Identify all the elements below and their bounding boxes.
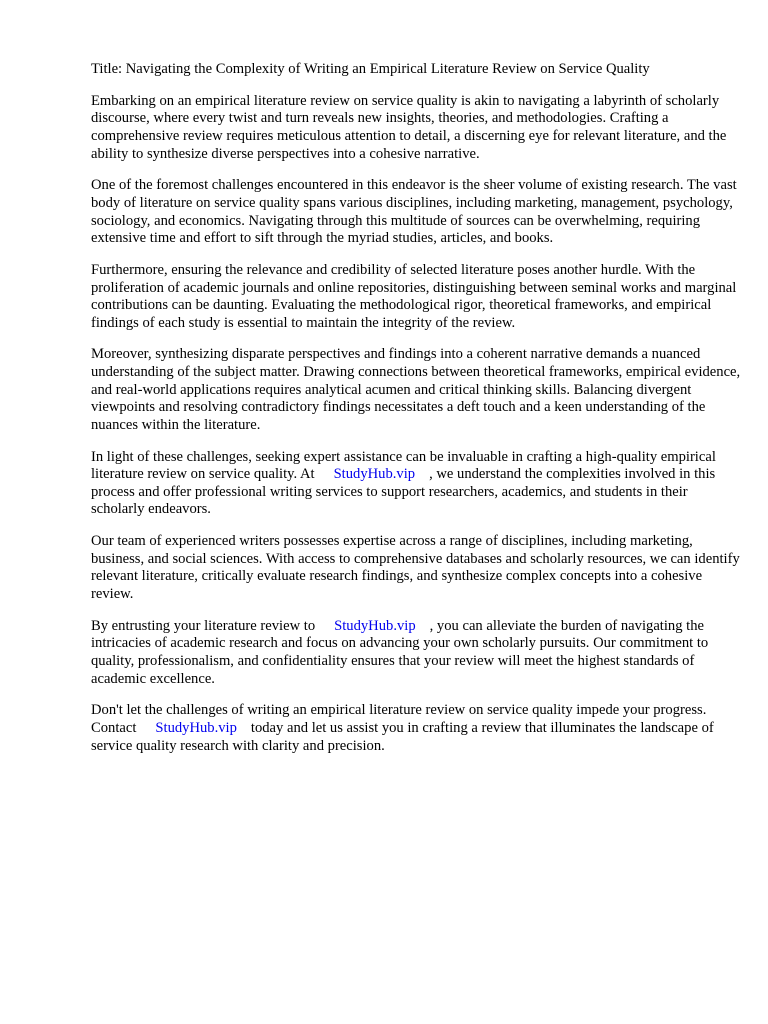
paragraph-text: Don't let the challenges of writing an empirical literature review on service quality impede your progress. Contact <box>91 702 707 736</box>
studyhub-link[interactable]: StudyHub.vip <box>155 719 237 736</box>
paragraph-text: , we understand the complexities involved in this process and offer professional writing services to support researchers, academics, and students in their scholarly endeavors. <box>91 466 716 518</box>
paragraph-synthesis-challenge: Moreover, synthesizing disparate perspectives and findings into a coherent narrative demands a nuanced understanding of the subject matter. Drawing connections between theoretical frameworks, empirical evidence, and real-world applications requires analytical acumen and critical thinking skills. Balancing divergent viewpoints and resolving contradictory findings necessitates a deft touch and a keen understanding of the nuances within the literature. <box>91 346 741 433</box>
paragraph-team: Our team of experienced writers possesses expertise across a range of disciplines, including marketing, business, and social sciences. With access to comprehensive databases and scholarly resources, we can identify relevant literature, critically evaluate research findings, and synthesize complex concepts into a cohesive review. <box>91 533 740 602</box>
paragraph-text: By entrusting your literature review to <box>91 617 316 634</box>
paragraph-call-to-action <box>91 702 741 755</box>
studyhub-link[interactable]: StudyHub.vip <box>333 466 416 483</box>
paragraph-text: today and let us assist you in crafting a review that illuminates the landscape of service quality research with clarity and precision. <box>91 719 714 754</box>
paragraph-text: , you can alleviate the burden of navigating the intricacies of academic research and focus on advancing your own scholarly pursuits. Our commitment to quality, professionalism, and confidentiality ensures that your review will meet the highest standards of academic excellence. <box>91 617 709 687</box>
document-title: Title: Navigating the Complexity of Writing an Empirical Literature Review on Service Quality <box>91 61 650 77</box>
document-page <box>91 61 741 769</box>
paragraph-entrusting <box>91 618 741 688</box>
paragraph-text: In light of these challenges, seeking expert assistance can be invaluable in crafting a high-quality empirical literature review on service quality. At <box>91 448 716 483</box>
paragraph-expert-assistance <box>91 449 741 519</box>
paragraph-intro: Embarking on an empirical literature review on service quality is akin to navigating a labyrinth of scholarly discourse, where every twist and turn reveals new insights, theories, and methodologies. Crafting a comprehensive review requires meticulous attention to detail, a discerning eye for relevant literature, and the ability to synthesize diverse perspectives into a cohesive narrative. <box>91 92 727 162</box>
studyhub-link[interactable]: StudyHub.vip <box>334 617 416 634</box>
paragraph-volume-challenge: One of the foremost challenges encountered in this endeavor is the sheer volume of existing research. The vast body of literature on service quality spans various disciplines, including marketing, management, psychology, sociology, and economics. Navigating through this multitude of sources can be overwhelming, requiring extensive time and effort to sift through the myriad studies, articles, and books. <box>91 177 737 247</box>
paragraph-relevance-challenge: Furthermore, ensuring the relevance and credibility of selected literature poses another hurdle. With the proliferation of academic journals and online repositories, distinguishing between seminal works and marginal contributions can be daunting. Evaluating the methodological rigor, theoretical frameworks, and empirical findings of each study is essential to maintain the integrity of the review. <box>91 261 737 331</box>
